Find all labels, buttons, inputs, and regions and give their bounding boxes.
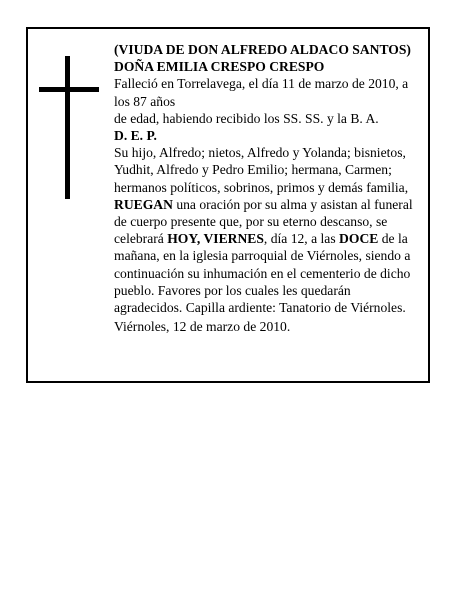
funeral-closing-text: de la mañana, en la iglesia parroquial de Viérnoles, siendo a continuación su inhumación en el cementerio de dicho pueblo. Favores por los cuales les quedarán agradecidos. Capilla ardiente: Tanatorio de Viérnoles. [114, 231, 411, 316]
family-members-text: Su hijo, Alfredo; nietos, Alfredo y Yolanda; bisnietos, Yudhit, Alfredo y Pedro Emilio; hermana, Carmen; hermanos políticos, sobrinos, primos y demás familia, [114, 145, 409, 195]
family-announcement [114, 144, 420, 316]
deceased-name: DOÑA EMILIA CRESPO CRESPO [114, 59, 325, 75]
prayer-request-text: una oración por su alma y asistan al funeral de cuerpo presente que, por su eterno descanso, se celebrará [114, 196, 413, 247]
day-emphasis: HOY, VIERNES [167, 231, 264, 247]
cross-horizontal-bar [39, 87, 99, 92]
cross-icon [39, 56, 99, 199]
death-details-line-2: de edad, habiendo recibido los SS. SS. y la B. A. [114, 110, 379, 126]
dep-abbreviation: D. E. P. [114, 128, 157, 144]
time-emphasis: DOCE [339, 231, 379, 247]
place-and-date: Viérnoles, 12 de marzo de 2010. [114, 319, 291, 335]
day-text: , día 12, a las [263, 231, 336, 247]
cross-vertical-bar [65, 56, 70, 199]
ruegan-emphasis: RUEGAN [114, 196, 173, 212]
obituary-text [114, 41, 420, 335]
obituary-notice [26, 27, 430, 383]
widow-header-line: (VIUDA DE DON ALFREDO ALDACO SANTOS) [114, 42, 411, 57]
death-details-line-1: Falleció en Torrelavega, el día 11 de marzo de 2010, a los 87 años [114, 76, 409, 109]
